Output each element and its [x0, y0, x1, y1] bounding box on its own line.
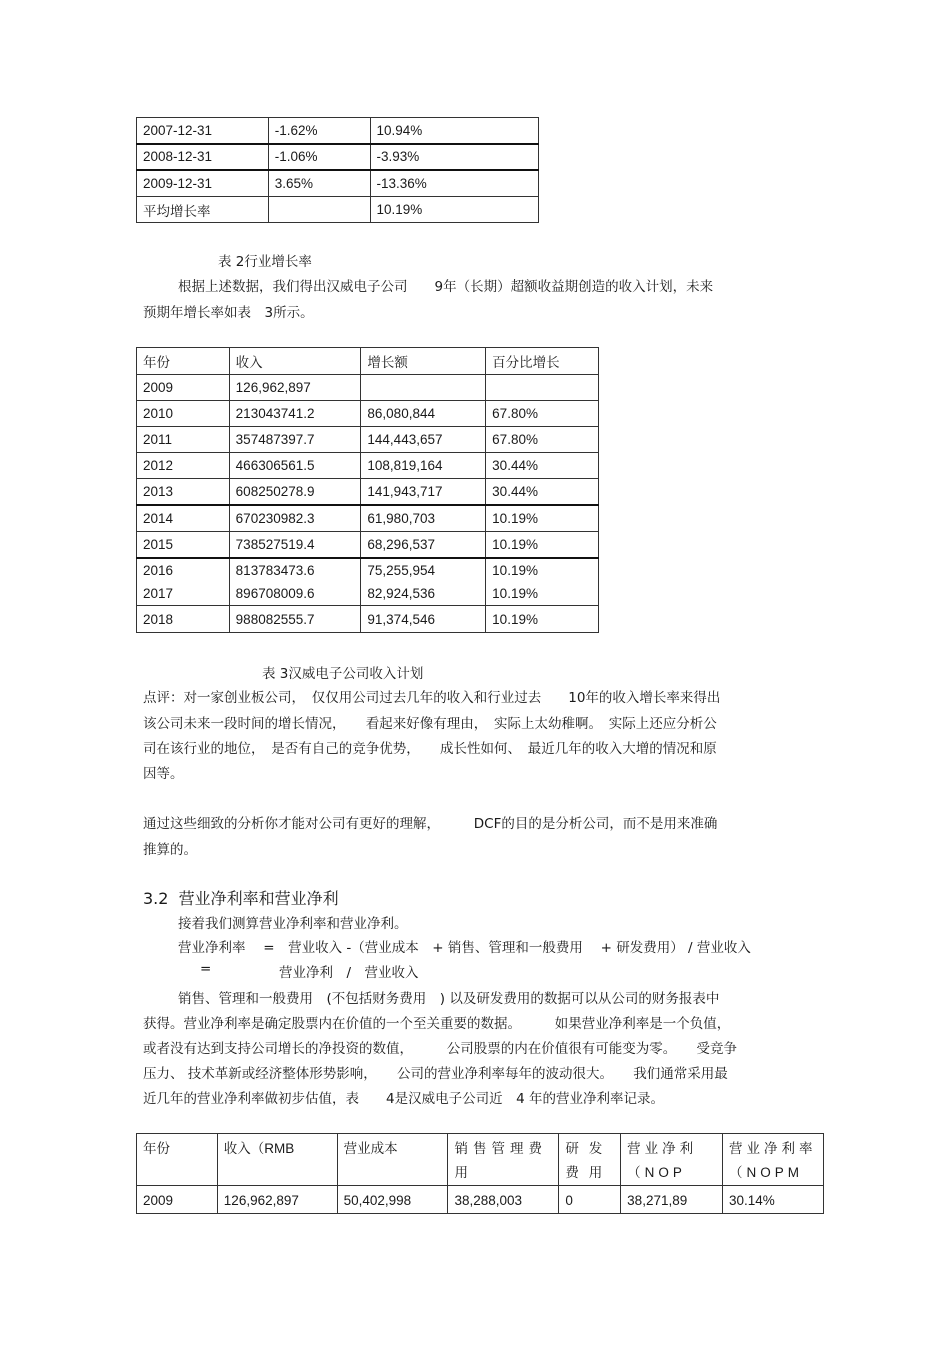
table-cell: 738527519.4 — [229, 532, 361, 558]
table-cell: 2018 — [137, 606, 230, 633]
table-cell: 2009-12-31 — [137, 170, 269, 197]
column-header: 研发费用 — [559, 1134, 621, 1186]
table-cell: 67.80% — [486, 401, 599, 427]
table-cell: 38,288,003 — [448, 1186, 559, 1214]
dcf-line: 通过这些细致的分析你才能对公司有更好的理解， DCF的目的是分析公司，而不是用来准确 — [143, 816, 718, 832]
table-cell: 2010 — [137, 401, 230, 427]
table-row — [137, 606, 599, 633]
table-cell: 2013 — [137, 479, 230, 505]
revenue-plan-table — [136, 347, 599, 633]
table-cell: 38,271,89 — [621, 1186, 723, 1214]
dcf-line: 推算的。 — [143, 842, 197, 858]
table-cell: 平均增长率 — [137, 197, 269, 223]
table-cell: 30.44% — [486, 479, 599, 505]
table-row — [137, 558, 599, 582]
table-cell: 0 — [559, 1186, 621, 1214]
formula-line: 营业净利 / 营业收入 — [279, 965, 419, 981]
table-cell: -13.36% — [370, 170, 538, 197]
table-row — [137, 582, 599, 606]
paragraph-line: 预期年增长率如表 3所示。 — [143, 305, 314, 321]
table-cell: 10.94% — [370, 118, 538, 144]
comment-line: 点评：对一家创业板公司， 仅仅用公司过去几年的收入和行业过去 10年的收入增长率来得出 — [143, 690, 721, 706]
paragraph-line: 根据上述数据，我们得出汉威电子公司 9年（长期）超额收益期创造的收入计划，未来 — [178, 279, 714, 295]
table-cell: 2009 — [137, 1186, 218, 1214]
formula-equals: = — [200, 961, 212, 977]
section-heading — [143, 886, 339, 909]
column-header: 营业净利（NOP — [621, 1134, 723, 1186]
table-cell: 813783473.6 — [229, 558, 361, 582]
section-title: 营业净利率和营业净利 — [178, 889, 339, 908]
table-cell: 141,943,717 — [361, 479, 486, 505]
table-cell: 2008-12-31 — [137, 144, 269, 170]
table-cell — [486, 375, 599, 401]
table-row — [137, 1186, 824, 1214]
comment-line: 因等。 — [143, 766, 184, 782]
column-header: 销售管理费用 — [448, 1134, 559, 1186]
table-cell: 10.19% — [486, 505, 599, 532]
column-header: 收入 — [229, 348, 361, 375]
table-cell: 50,402,998 — [337, 1186, 448, 1214]
table-cell: 213043741.2 — [229, 401, 361, 427]
table-cell: 144,443,657 — [361, 427, 486, 453]
table-cell: 91,374,546 — [361, 606, 486, 633]
column-header: 年份 — [137, 348, 230, 375]
table-cell: 670230982.3 — [229, 505, 361, 532]
table-cell: 10.19% — [486, 606, 599, 633]
column-header: 营业成本 — [337, 1134, 448, 1186]
formula-line: 营业净利率 = 营业收入 -（营业成本 + 销售、管理和一般费用 + 研发费用） / 营业收入 — [178, 940, 751, 956]
column-header: 增长额 — [361, 348, 486, 375]
table-cell: 2007-12-31 — [137, 118, 269, 144]
comment-line: 该公司未来一段时间的增长情况， 看起来好像有理由， 实际上太幼稚啊。 实际上还应分析公 — [143, 716, 717, 732]
table-cell: 3.65% — [268, 170, 370, 197]
body-line: 近几年的营业净利率做初步估值，表 4是汉威电子公司近 4 年的营业净利率记录。 — [143, 1091, 664, 1107]
table-row — [137, 427, 599, 453]
table-row — [137, 118, 539, 144]
table-cell: 75,255,954 — [361, 558, 486, 582]
table-cell: 2009 — [137, 375, 230, 401]
table-row — [137, 479, 599, 505]
table-cell: -1.62% — [268, 118, 370, 144]
table-cell: 30.14% — [723, 1186, 824, 1214]
table-cell: 10.19% — [486, 532, 599, 558]
table-cell: 896708009.6 — [229, 582, 361, 606]
table-row — [137, 375, 599, 401]
table-row — [137, 401, 599, 427]
table-cell: -1.06% — [268, 144, 370, 170]
column-header: 百分比增长 — [486, 348, 599, 375]
table-cell: 68,296,537 — [361, 532, 486, 558]
table-cell: 466306561.5 — [229, 453, 361, 479]
table-row — [137, 453, 599, 479]
table-cell: 82,924,536 — [361, 582, 486, 606]
table-cell: 2014 — [137, 505, 230, 532]
table-cell: 61,980,703 — [361, 505, 486, 532]
body-line: 获得。营业净利率是确定股票内在价值的一个至关重要的数据。 如果营业净利率是一个负值， — [143, 1016, 731, 1032]
table-cell: 86,080,844 — [361, 401, 486, 427]
table-row — [137, 144, 539, 170]
table-cell: 2012 — [137, 453, 230, 479]
table-cell: 67.80% — [486, 427, 599, 453]
body-line: 压力、 技术革新或经济整体形势影响， 公司的营业净利率每年的波动很大。 我们通常采用最 — [143, 1066, 728, 1082]
industry-growth-table — [136, 117, 539, 223]
table-cell: 608250278.9 — [229, 479, 361, 505]
table-caption: 表 3汉威电子公司收入计划 — [262, 666, 424, 682]
table-cell — [361, 375, 486, 401]
table-cell: 10.19% — [486, 558, 599, 582]
table-caption: 表 2行业增长率 — [218, 254, 312, 270]
body-line: 接着我们测算营业净利率和营业净利。 — [178, 916, 408, 932]
section-number: 3.2 — [143, 889, 169, 908]
table-cell: 2011 — [137, 427, 230, 453]
table-cell: 108,819,164 — [361, 453, 486, 479]
table-cell: 10.19% — [486, 582, 599, 606]
table-cell: 126,962,897 — [217, 1186, 337, 1214]
table-cell: 988082555.7 — [229, 606, 361, 633]
table-cell: -3.93% — [370, 144, 538, 170]
comment-line: 司在该行业的地位， 是否有自己的竞争优势， 成长性如何、 最近几年的收入大增的情况和原 — [143, 741, 717, 757]
table-row — [137, 532, 599, 558]
table-header-row — [137, 1134, 824, 1186]
net-margin-table — [136, 1133, 824, 1214]
column-header: 年份 — [137, 1134, 218, 1186]
table-cell: 126,962,897 — [229, 375, 361, 401]
column-header: 收入（RMB — [217, 1134, 337, 1186]
table-cell: 10.19% — [370, 197, 538, 223]
body-line: 或者没有达到支持公司增长的净投资的数值， 公司股票的内在价值很有可能变为零。 受竞争 — [143, 1041, 737, 1057]
table-cell — [268, 197, 370, 223]
table-row — [137, 505, 599, 532]
table-row — [137, 197, 539, 223]
table-cell: 357487397.7 — [229, 427, 361, 453]
table-cell: 2015 — [137, 532, 230, 558]
body-line: 销售、管理和一般费用 (不包括财务费用 ) 以及研发费用的数据可以从公司的财务报表中 — [178, 991, 720, 1007]
table-row — [137, 170, 539, 197]
table-cell: 2016 — [137, 558, 230, 582]
column-header: 营业净利率（NOPM — [723, 1134, 824, 1186]
table-header-row — [137, 348, 599, 375]
table-cell: 30.44% — [486, 453, 599, 479]
table-cell: 2017 — [137, 582, 230, 606]
